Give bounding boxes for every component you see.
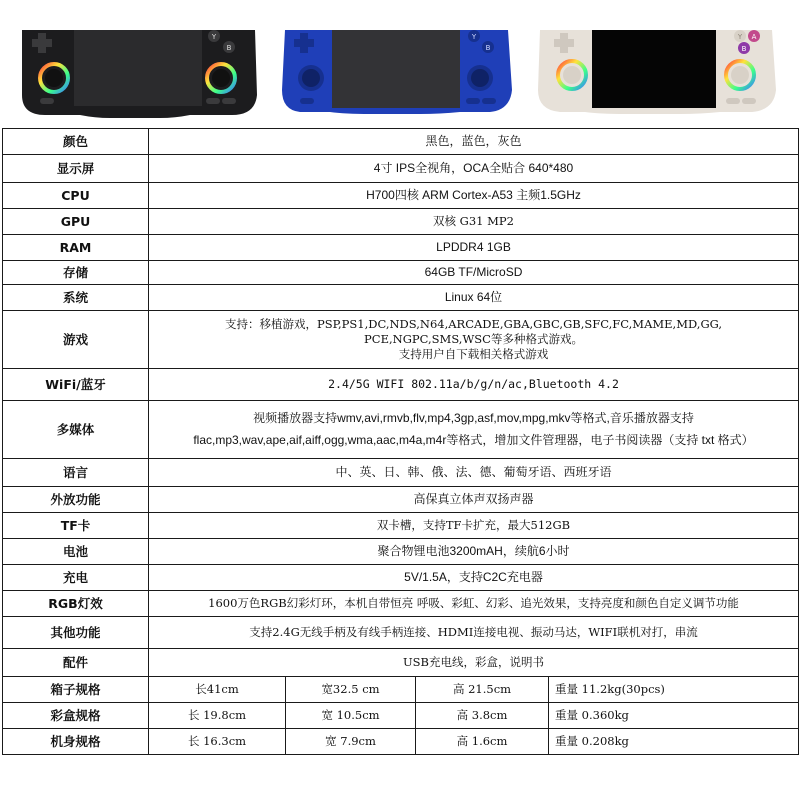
weight-cell: 重量 11.2kg(30pcs) (549, 677, 799, 703)
spec-table (2, 128, 799, 755)
spec-label: 显示屏 (3, 155, 149, 183)
spec-value: 支持2.4G无线手柄及有线手柄连接、HDMI连接电视、振动马达，WIFI联机对打，串流 (149, 617, 799, 649)
spec-row-speaker (3, 487, 799, 513)
spec-value-line: 支持用户自下载相关格式游戏 (398, 347, 549, 361)
spec-row-storage (3, 261, 799, 285)
spec-value: 高保真立体声双扬声器 (149, 487, 799, 513)
spec-label: 配件 (3, 649, 149, 677)
spec-label: 彩盒规格 (3, 703, 149, 729)
spec-row-system (3, 285, 799, 311)
spec-row-carton-size (3, 677, 799, 703)
spec-label: 语言 (3, 459, 149, 487)
spec-value: 5V/1.5A，支持C2C充电器 (149, 565, 799, 591)
spec-row-cpu (3, 183, 799, 209)
height-cell: 高 3.8cm (416, 703, 549, 729)
spec-label: 机身规格 (3, 729, 149, 755)
spec-label: 多媒体 (3, 401, 149, 459)
height-cell: 高 1.6cm (416, 729, 549, 755)
weight-cell: 重量 0.208kg (549, 729, 799, 755)
spec-row-other-features (3, 617, 799, 649)
spec-row-tf-card (3, 513, 799, 539)
spec-value: Linux 64位 (149, 285, 799, 311)
spec-label: RAM (3, 235, 149, 261)
svg-text:B: B (226, 44, 232, 52)
spec-row-multimedia (3, 401, 799, 459)
spec-value: H700四核 ARM Cortex-A53 主频1.5GHz (149, 183, 799, 209)
svg-text:B: B (741, 45, 747, 53)
svg-text:Y: Y (211, 33, 217, 41)
spec-label: 箱子规格 (3, 677, 149, 703)
length-cell: 长 19.8cm (149, 703, 286, 729)
spec-label: 颜色 (3, 129, 149, 155)
black-console (22, 30, 257, 118)
spec-value: 2.4/5G WIFI 802.11a/b/g/n/ac,Bluetooth 4.2 (149, 369, 799, 401)
spec-value-line: flac,mp3,wav,ape,aif,aiff,ogg,wma,aac,m4a,m4r等格式，增加文件管理器，电子书阅读器（支持 txt 格式） (193, 433, 754, 447)
gray-console-screen (592, 30, 716, 108)
gray-console (538, 30, 776, 114)
spec-label: 存储 (3, 261, 149, 285)
spec-row-charging (3, 565, 799, 591)
product-hero-image (0, 0, 800, 128)
spec-value-line: PCE,NGPC,SMS,WSC等多种格式游戏。 (364, 332, 583, 346)
spec-label: 外放功能 (3, 487, 149, 513)
spec-row-color (3, 129, 799, 155)
spec-label: GPU (3, 209, 149, 235)
spec-value: 双卡槽，支持TF卡扩充，最大512GB (149, 513, 799, 539)
spec-label: WiFi/蓝牙 (3, 369, 149, 401)
spec-value: 双核 G31 MP2 (149, 209, 799, 235)
spec-row-display (3, 155, 799, 183)
svg-text:B: B (485, 44, 491, 52)
width-cell: 宽32.5 cm (286, 677, 416, 703)
spec-value-line: 视频播放器支持wmv,avi,rmvb,flv,mp4,3gp,asf,mov,mpg,mkv等格式,音乐播放器支持 (253, 411, 694, 425)
spec-row-games (3, 311, 799, 369)
svg-text:Y: Y (471, 33, 477, 41)
weight-cell: 重量 0.360kg (549, 703, 799, 729)
spec-value: 黑色，蓝色，灰色 (149, 129, 799, 155)
spec-row-language (3, 459, 799, 487)
spec-label: 系统 (3, 285, 149, 311)
spec-value: 64GB TF/MicroSD (149, 261, 799, 285)
width-cell: 宽 7.9cm (286, 729, 416, 755)
spec-row-device-size (3, 729, 799, 755)
height-cell: 高 21.5cm (416, 677, 549, 703)
length-cell: 长 16.3cm (149, 729, 286, 755)
spec-value: USB充电线，彩盒，说明书 (149, 649, 799, 677)
spec-value: 1600万色RGB幻彩灯环，本机自带恒亮 呼吸、彩虹、幻彩、追光效果，支持亮度和颜色自定义调节功能 (149, 591, 799, 617)
width-cell: 宽 10.5cm (286, 703, 416, 729)
spec-value: LPDDR4 1GB (149, 235, 799, 261)
spec-row-battery (3, 539, 799, 565)
spec-row-accessories (3, 649, 799, 677)
blue-console (282, 30, 512, 114)
spec-row-gpu (3, 209, 799, 235)
spec-row-ram (3, 235, 799, 261)
blue-console-screen (332, 30, 460, 108)
spec-label: 游戏 (3, 311, 149, 369)
spec-value (149, 401, 799, 459)
spec-label: TF卡 (3, 513, 149, 539)
spec-label: 电池 (3, 539, 149, 565)
spec-value: 中、英、日、韩、俄、法、德、葡萄牙语、西班牙语 (149, 459, 799, 487)
spec-value (149, 311, 799, 369)
spec-label: 充电 (3, 565, 149, 591)
spec-value-line: 支持：移植游戏，PSP,PS1,DC,NDS,N64,ARCADE,GBA,GBC,GB,SFC,FC,MAME,MD,GG, (224, 317, 723, 331)
spec-label: 其他功能 (3, 617, 149, 649)
spec-row-color-box-size (3, 703, 799, 729)
svg-text:Y: Y (737, 33, 743, 41)
spec-row-wifi-bluetooth (3, 369, 799, 401)
svg-text:A: A (751, 33, 757, 41)
length-cell: 长41cm (149, 677, 286, 703)
spec-value: 聚合物锂电池3200mAH，续航6小时 (149, 539, 799, 565)
black-console-screen (74, 30, 202, 106)
spec-label: CPU (3, 183, 149, 209)
spec-value: 4寸 IPS全视角，OCA全贴合 640*480 (149, 155, 799, 183)
spec-row-rgb-lighting (3, 591, 799, 617)
spec-label: RGB灯效 (3, 591, 149, 617)
